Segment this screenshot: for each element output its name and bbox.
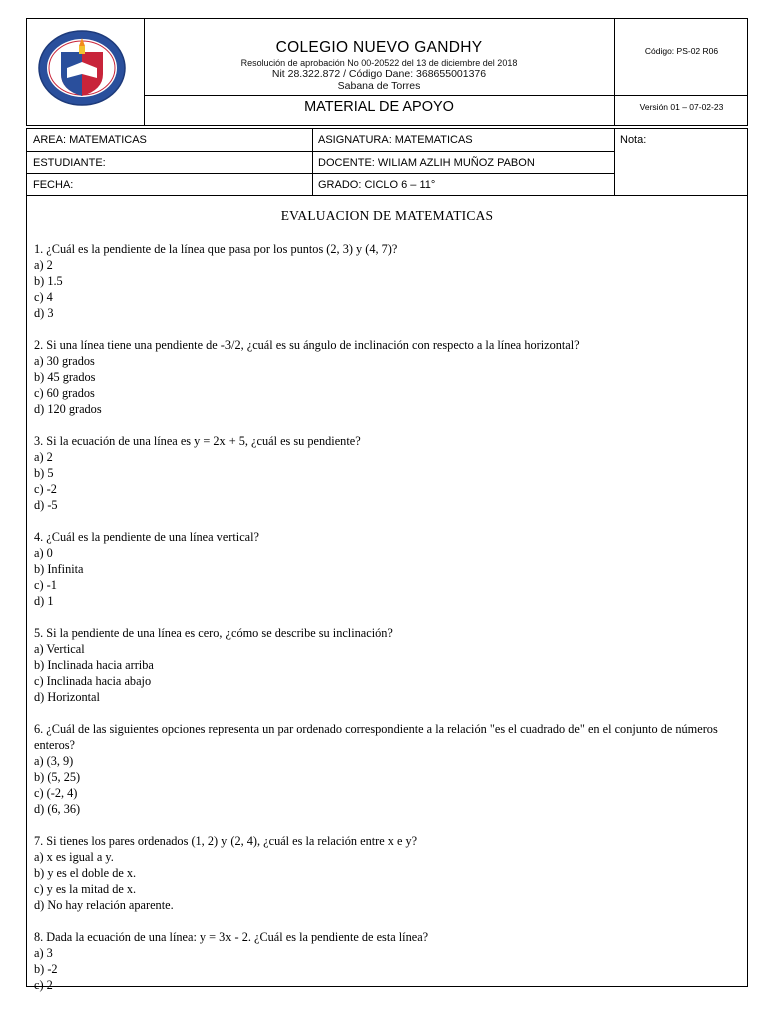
question-item: [34, 433, 734, 513]
answer-option[interactable]: b) (5, 25): [34, 770, 81, 784]
answer-option[interactable]: a) 30 grados: [34, 354, 95, 368]
nit-line: Nit 28.322.872 / Código Dane: 368655001376: [271, 68, 487, 80]
resolution-line: Resolución de aprobación No 00-20522 del 13 de diciembre del 2018: [240, 58, 518, 68]
answer-option[interactable]: a) 3: [34, 946, 53, 960]
answer-option[interactable]: a) (3, 9): [34, 754, 74, 768]
answer-option[interactable]: b) 5: [34, 466, 54, 480]
question-text: 5. Si la pendiente de una línea es cero, ¿cómo se describe su inclinación?: [34, 626, 393, 640]
answer-option[interactable]: c) 2: [34, 978, 53, 992]
document-type: MATERIAL DE APOYO: [304, 99, 454, 115]
school-logo: [37, 28, 127, 108]
question-text: 4. ¿Cuál es la pendiente de una línea vertical?: [34, 530, 260, 544]
question-text: 2. Si una línea tiene una pendiente de -3/2, ¿cuál es su ángulo de inclinación con respecto a la línea horizontal?: [34, 338, 580, 352]
info-col-middle: [312, 129, 615, 195]
question-text: 8. Dada la ecuación de una línea: y = 3x - 2. ¿Cuál es la pendiente de esta línea?: [34, 930, 429, 944]
answer-option[interactable]: a) x es igual a y.: [34, 850, 114, 864]
question-text: 1. ¿Cuál es la pendiente de la línea que pasa por los puntos (2, 3) y (4, 7)?: [34, 242, 398, 256]
grade-score-cell[interactable]: [614, 129, 747, 195]
grade-field: GRADO: CICLO 6 – 11°: [312, 173, 614, 195]
question-item: [34, 833, 734, 913]
answer-option[interactable]: d) -5: [34, 498, 58, 512]
location-line: Sabana de Torres: [337, 80, 421, 92]
header-table: [26, 18, 748, 126]
answer-option[interactable]: c) -1: [34, 578, 57, 592]
question-text: 3. Si la ecuación de una línea es y = 2x + 5, ¿cuál es su pendiente?: [34, 434, 361, 448]
document-version: Versión 01 – 07-02-23: [639, 102, 724, 112]
answer-option[interactable]: b) Inclinada hacia arriba: [34, 658, 154, 672]
area-field: AREA: MATEMATICAS: [33, 134, 147, 146]
answer-option[interactable]: b) 45 grados: [34, 370, 96, 384]
answer-option[interactable]: c) 4: [34, 290, 53, 304]
header-right-cell: [614, 19, 748, 125]
answer-option[interactable]: c) y es la mitad de x.: [34, 882, 137, 896]
answer-option[interactable]: c) -2: [34, 482, 57, 496]
answer-option[interactable]: a) 2: [34, 450, 53, 464]
header-center-cell: [144, 19, 614, 125]
logo-cell: [27, 19, 145, 125]
question-item: [34, 929, 734, 993]
answer-option[interactable]: d) 120 grados: [34, 402, 102, 416]
answer-option[interactable]: c) (-2, 4): [34, 786, 78, 800]
answer-option[interactable]: b) 1.5: [34, 274, 63, 288]
question-text: 7. Si tienes los pares ordenados (1, 2) y (2, 4), ¿cuál es la relación entre x e y?: [34, 834, 418, 848]
answer-option[interactable]: c) 60 grados: [34, 386, 95, 400]
answer-option[interactable]: c) Inclinada hacia abajo: [34, 674, 152, 688]
teacher-field: DOCENTE: WILIAM AZLIH MUÑOZ PABON: [312, 151, 614, 173]
question-item: [34, 241, 734, 321]
question-item: [34, 721, 734, 817]
info-grid: [26, 128, 748, 196]
answer-option[interactable]: b) y es el doble de x.: [34, 866, 137, 880]
answer-option[interactable]: b) -2: [34, 962, 58, 976]
answer-option[interactable]: a) 0: [34, 546, 53, 560]
answer-option[interactable]: a) 2: [34, 258, 53, 272]
question-item: [34, 529, 734, 609]
student-field[interactable]: ESTUDIANTE:: [27, 151, 312, 173]
divider: [144, 95, 614, 96]
answer-option[interactable]: b) Infinita: [34, 562, 84, 576]
subject-field: ASIGNATURA: MATEMATICAS: [318, 134, 473, 146]
answer-option[interactable]: d) Horizontal: [34, 690, 100, 704]
answer-option[interactable]: d) 3: [34, 306, 54, 320]
document-code: Código: PS-02 R06: [644, 46, 719, 56]
question-text: 6. ¿Cuál de las siguientes opciones representa un par ordenado correspondiente a la relación "es el cuadrado de" en el conjunto de números enteros?: [34, 722, 718, 752]
document-page: [26, 18, 748, 992]
answer-option[interactable]: d) (6, 36): [34, 802, 81, 816]
question-list: [34, 241, 734, 1009]
divider: [615, 95, 748, 96]
answer-option[interactable]: a) Vertical: [34, 642, 85, 656]
question-item: [34, 625, 734, 705]
score-label: Nota:: [620, 134, 647, 146]
info-col-left: [27, 129, 313, 195]
exam-body: [26, 196, 748, 992]
school-name: COLEGIO NUEVO GANDHY: [275, 39, 483, 56]
answer-option[interactable]: d) 1: [34, 594, 54, 608]
question-item: [34, 337, 734, 417]
exam-title: EVALUACION DE MATEMATICAS: [280, 208, 494, 223]
date-field[interactable]: FECHA:: [27, 173, 312, 195]
answer-option[interactable]: d) No hay relación aparente.: [34, 898, 174, 912]
